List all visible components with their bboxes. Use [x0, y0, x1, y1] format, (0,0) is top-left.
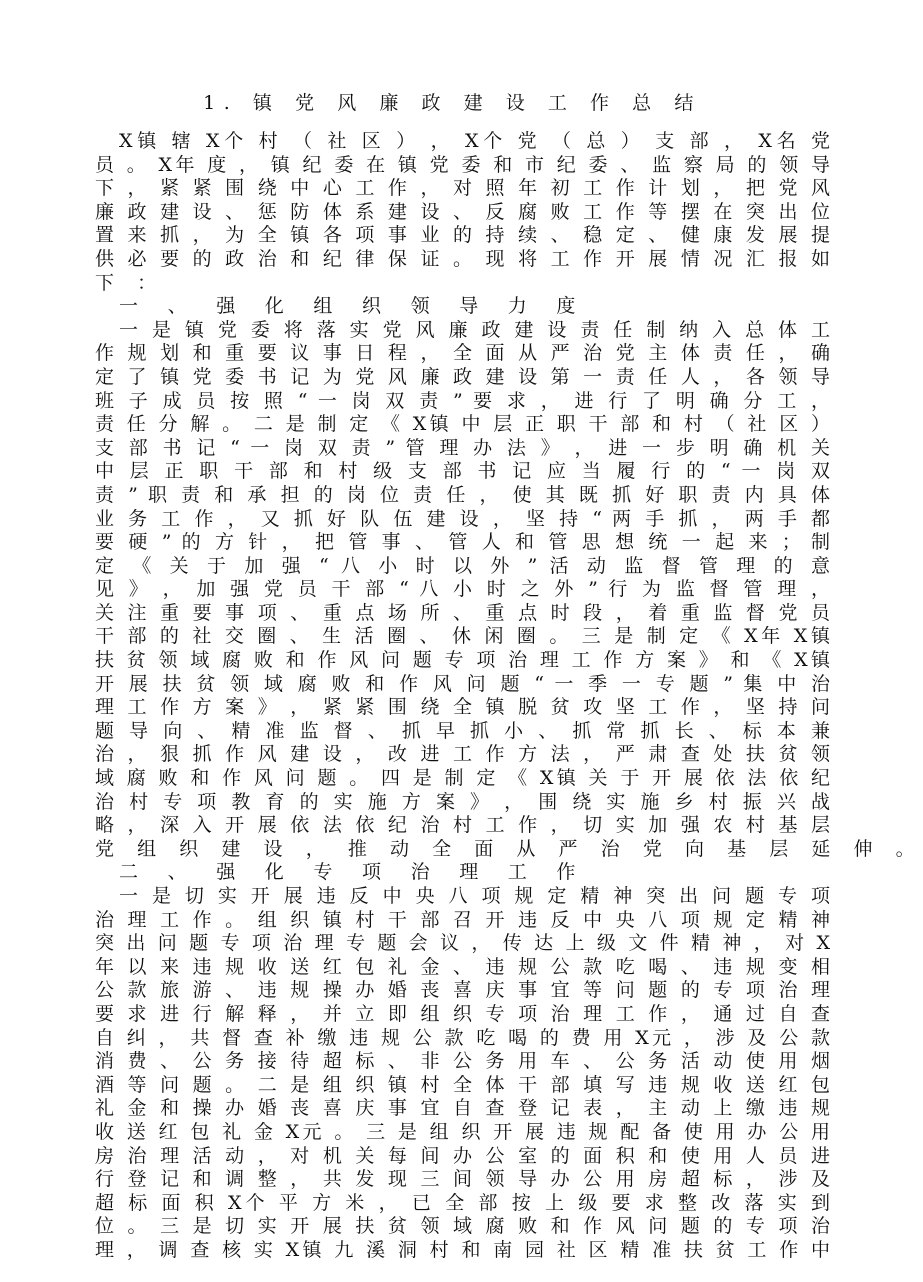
text-line: 定 了 镇 党 委 书 记 为 党 风 廉 政 建 设 第 一 责 任 人 ， 各 领 导	[95, 365, 830, 388]
text-line: 超 标 面 积 X个 平 方 米 ， 已 全 部 按 上 级 要 求 整 改 落 实 到	[95, 1191, 830, 1214]
text-line: 干 部 的 社 交 圈 、 生 活 圈 、 休 闲 圈 。 三 是 制 定 《 X年 X镇	[95, 625, 830, 648]
section-heading: 一 、 强 化 组 织 领 导 力 度	[119, 295, 588, 318]
text-line: 一 是 镇 党 委 将 落 实 党 风 廉 政 建 设 责 任 制 纳 入 总 体 工	[119, 318, 830, 341]
text-line: 一 是 切 实 开 展 违 反 中 央 八 项 规 定 精 神 突 出 问 题 专 项	[119, 885, 830, 907]
text-line: 下 ， 紧 紧 围 绕 中 心 工 作 ， 对 照 年 初 工 作 计 划 ， 把 党 风	[95, 177, 830, 200]
text-line: 业 务 工 作 ， 又 抓 好 队 伍 建 设 ， 坚 持 “ 两 手 抓 ， 两 手 都	[95, 507, 830, 530]
text-line: 消 费 、 公 务 接 待 超 标 、 非 公 务 用 车 、 公 务 活 动 使 用 烟	[95, 1050, 830, 1073]
text-line: 党 组 织 建 设 ， 推 动 全 面 从 严 治 党 向 基 层 延 伸 。	[95, 837, 923, 860]
text-line: 题 导 向 、 精 准 监 督 、 抓 早 抓 小 、 抓 常 抓 长 、 标 本 兼	[95, 719, 830, 742]
text-line: 定 《 关 于 加 强 “ 八 小 时 以 外 ” 活 动 监 督 管 理 的 意	[95, 554, 830, 577]
text-line: 理 ， 调 查 核 实 X镇 九 溪 洞 村 和 南 园 社 区 精 准 扶 贫 工 作 中	[95, 1238, 830, 1261]
text-line: 责 任 分 解 。 二 是 制 定 《 X镇 中 层 正 职 干 部 和 村 （ 社 区 ）	[95, 413, 830, 436]
text-line: 中 层 正 职 干 部 和 村 级 支 部 书 记 应 当 履 行 的 “ 一 岗 双	[95, 460, 830, 483]
text-line: 要 硬 ” 的 方 针 ， 把 管 事 、 管 人 和 管 思 想 统 一 起 来 ； 制	[95, 531, 830, 554]
text-line: 支 部 书 记 “ 一 岗 双 责 ” 管 理 办 法 》 ， 进 一 步 明 确 机 关	[95, 436, 830, 459]
text-line: 见 》 ， 加 强 党 员 干 部 “ 八 小 时 之 外 ” 行 为 监 督 管 理 ，	[95, 578, 830, 601]
text-line: 酒 等 问 题 。 二 是 组 织 镇 村 全 体 干 部 填 写 违 规 收 送 红 包	[95, 1073, 830, 1096]
text-line: 理 工 作 方 案 》 ， 紧 紧 围 绕 全 镇 脱 贫 攻 坚 工 作 ， 坚 持 问	[95, 696, 830, 719]
text-line: 收 送 红 包 礼 金 X元 。 三 是 组 织 开 展 违 规 配 备 使 用 办 公 用	[95, 1120, 830, 1143]
text-line: 责 ” 职 责 和 承 担 的 岗 位 责 任 ， 使 其 既 抓 好 职 责 内 具 体	[95, 483, 830, 506]
section-heading: 二 、 强 化 专 项 治 理 工 作	[119, 861, 588, 884]
text-line: 自 纠 ， 共 督 查 补 缴 违 规 公 款 吃 喝 的 费 用 X元 ， 涉 及 公 款	[95, 1026, 830, 1049]
text-line: 治 村 专 项 教 育 的 实 施 方 案 》 ， 围 绕 实 施 乡 村 振 兴 战	[95, 790, 830, 813]
text-line: 行 登 记 和 调 整 ， 共 发 现 三 间 领 导 办 公 用 房 超 标 ， 涉 及	[95, 1168, 830, 1191]
text-line: 作 规 划 和 重 要 议 事 日 程 ， 全 面 从 严 治 党 主 体 责 任 ， 确	[95, 342, 830, 365]
document-body	[95, 130, 923, 1263]
text-line: 公 款 旅 游 、 违 规 操 办 婚 丧 喜 庆 事 宜 等 问 题 的 专 项 治 理	[95, 979, 830, 1002]
text-line: 礼 金 和 操 办 婚 丧 喜 庆 事 宜 自 查 登 记 表 ， 主 动 上 缴 违 规	[95, 1097, 830, 1120]
text-line: 扶 贫 领 域 腐 败 和 作 风 问 题 专 项 治 理 工 作 方 案 》 和 《 X镇	[95, 649, 830, 672]
document-title: 1. 镇 党 风 廉 政 建 设 工 作 总 结	[203, 92, 702, 114]
text-line: 下 ：	[95, 271, 165, 294]
text-line: 员 。 X年 度 ， 镇 纪 委 在 镇 党 委 和 市 纪 委 、 监 察 局 的 领 导	[95, 153, 830, 176]
text-line: 位 。 三 是 切 实 开 展 扶 贫 领 域 腐 败 和 作 风 问 题 的 专 项 治	[95, 1215, 830, 1238]
text-line: 廉 政 建 设 、 惩 防 体 系 建 设 、 反 腐 败 工 作 等 摆 在 突 出 位	[95, 200, 830, 223]
text-line: 置 来 抓 ， 为 全 镇 各 项 事 业 的 持 续 、 稳 定 、 健 康 发 展 提	[95, 224, 830, 247]
text-line: 突 出 问 题 专 项 治 理 专 题 会 议 ， 传 达 上 级 文 件 精 神 ， 对 X	[95, 932, 830, 955]
text-line: 关 注 重 要 事 项 、 重 点 场 所 、 重 点 时 段 ， 着 重 监 督 党 员	[95, 601, 830, 624]
text-line: 治 理 工 作 。 组 织 镇 村 干 部 召 开 违 反 中 央 八 项 规 定 精 神	[95, 908, 830, 931]
text-line: 供 必 要 的 政 治 和 纪 律 保 证 。 现 将 工 作 开 展 情 况 汇 报 如	[95, 247, 830, 270]
text-line: 年 以 来 违 规 收 送 红 包 礼 金 、 违 规 公 款 吃 喝 、 违 规 变 相	[95, 955, 830, 978]
text-line: 域 腐 败 和 作 风 问 题 。 四 是 制 定 《 X镇 关 于 开 展 依 法 依 纪	[95, 767, 830, 790]
text-line: 略 ， 深 入 开 展 依 法 依 纪 治 村 工 作 ， 切 实 加 强 农 村 基 层	[95, 814, 830, 837]
text-line: X镇 辖 X个 村 （ 社 区 ） ， X个 党 （ 总 ） 支 部 ， X名 党	[119, 130, 830, 152]
text-line: 开 展 扶 贫 领 域 腐 败 和 作 风 问 题 “ 一 季 一 专 题 ” 集 中 治	[95, 672, 830, 695]
text-line: 治 ， 狠 抓 作 风 建 设 ， 改 进 工 作 方 法 ， 严 肃 查 处 扶 贫 领	[95, 743, 830, 766]
text-line: 班 子 成 员 按 照 “ 一 岗 双 责 ” 要 求 ， 进 行 了 明 确 分 工 ，	[95, 389, 830, 412]
text-line: 房 治 理 活 动 ， 对 机 关 每 间 办 公 室 的 面 积 和 使 用 人 员 进	[95, 1144, 830, 1167]
text-line: 要 求 进 行 解 释 ， 并 立 即 组 织 专 项 治 理 工 作 ， 通 过 自 查	[95, 1002, 830, 1025]
